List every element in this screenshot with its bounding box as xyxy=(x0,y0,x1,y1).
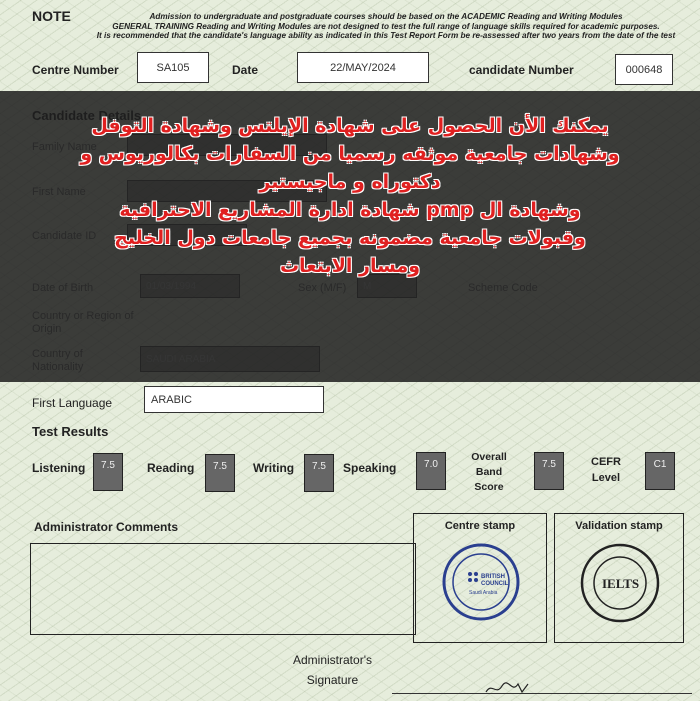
overall-label-1: Overall xyxy=(471,451,507,463)
first-language-label: First Language xyxy=(32,396,113,410)
candidate-number-label: candidate Number xyxy=(469,63,574,77)
validation-stamp-box xyxy=(554,513,684,643)
cefr-label-1: CEFR xyxy=(591,456,621,468)
listening-label: Listening xyxy=(32,461,86,475)
cefr-level: C1 xyxy=(645,452,675,490)
speaking-score: 7.0 xyxy=(416,452,446,490)
admin-signature-label xyxy=(293,650,372,690)
speaking-label: Speaking xyxy=(343,461,397,475)
admin-sig-label-1: Administrator's xyxy=(293,653,372,667)
centre-number-label: Centre Number xyxy=(32,63,119,77)
note-line-2: GENERAL TRAINING Reading and Writing Modules are not designed to test the full range of language skills required for academic purposes. xyxy=(112,21,660,31)
ad-line-5: وقبولات جامعية مضمونه بجميع جامعات دول الخليج xyxy=(114,227,586,249)
admin-comments-label: Administrator Comments xyxy=(34,520,179,534)
overall-band-label xyxy=(470,450,508,495)
reading-score: 7.5 xyxy=(205,454,235,492)
ielts-stamp-text: IELTS xyxy=(602,576,640,591)
note-line-3: It is recommended that the candidate's language ability as indicated in this Test Report Form be re-assessed after two years from the date of the test xyxy=(96,31,676,40)
writing-label: Writing xyxy=(253,461,295,475)
overall-label-2: Band xyxy=(475,466,503,478)
british-council-stamp xyxy=(441,542,521,622)
note-title: NOTE xyxy=(32,8,71,24)
cefr-label-2: Level xyxy=(591,472,621,484)
ad-line-4: وشهادة ال pmp شهادة ادارة المشاريع الاحترافية xyxy=(119,199,581,221)
listening-score: 7.5 xyxy=(93,453,123,491)
reading-label: Reading xyxy=(147,461,195,475)
candidate-number-field: 000648 xyxy=(615,54,673,85)
british-council-line3: Saudi Arabia xyxy=(469,590,498,596)
validation-stamp-label: Validation stamp xyxy=(575,520,663,532)
centre-stamp-label: Centre stamp xyxy=(444,520,516,532)
ad-line-6: ومسار الابتعاث xyxy=(279,255,421,277)
ad-line-2: وشهادات جامعية موثقه رسميا من السفارات بكالوريوس و xyxy=(80,143,620,165)
centre-stamp-box xyxy=(413,513,547,643)
ad-line-1: يمكنك الأن الحصول على شهادة الإيلتس وشهادة التوفل xyxy=(91,115,609,137)
date-field: 22/MAY/2024 xyxy=(297,52,429,83)
ad-text xyxy=(0,112,700,280)
signature-scribble xyxy=(482,678,542,698)
ad-line-3: دكتوراه و ماجيستير xyxy=(259,171,441,193)
signature-line xyxy=(392,693,692,694)
centre-number-field: SA105 xyxy=(137,52,209,83)
overall-band-score: 7.5 xyxy=(534,452,564,490)
writing-score: 7.5 xyxy=(304,454,334,492)
ielts-stamp xyxy=(579,542,661,624)
note-line-1: Admission to undergraduate and postgraduate courses should be based on the ACADEMIC Reading and Writing Modules xyxy=(149,12,623,21)
cefr-label xyxy=(588,454,624,486)
note-text xyxy=(76,12,696,41)
british-council-line1: BRITISH xyxy=(481,574,505,580)
admin-sig-label-2: Signature xyxy=(306,673,359,687)
british-council-line2: COUNCIL xyxy=(481,581,509,587)
admin-comments-box xyxy=(30,543,416,635)
overall-label-3: Score xyxy=(474,481,504,493)
test-results-title: Test Results xyxy=(32,424,109,439)
first-language-field: ARABIC xyxy=(144,386,324,413)
date-label: Date xyxy=(232,63,259,77)
